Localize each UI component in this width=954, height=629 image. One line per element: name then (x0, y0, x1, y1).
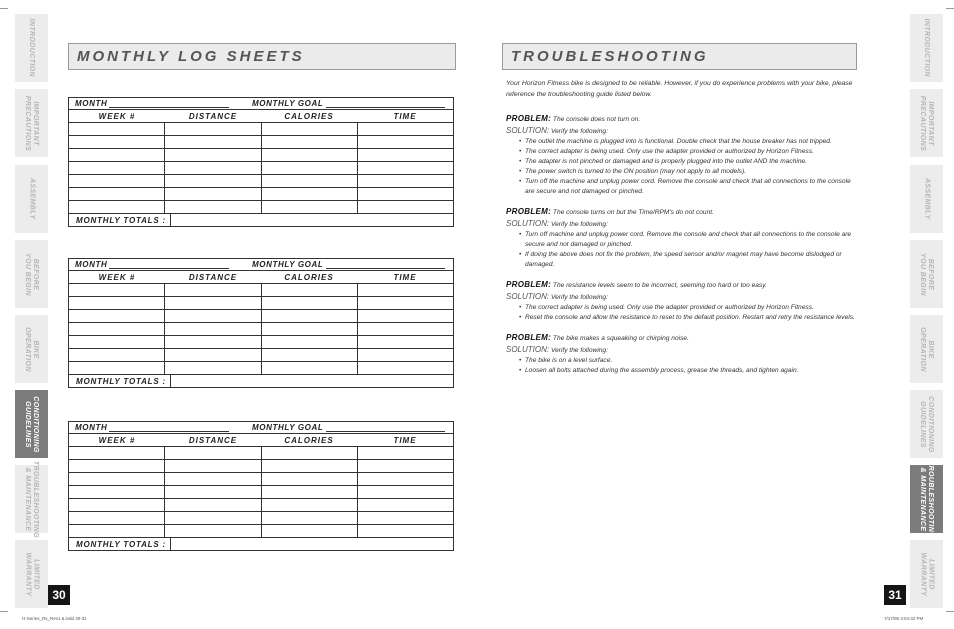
tab-bike-operation[interactable] (15, 315, 48, 383)
column-header: CALORIES (284, 272, 334, 282)
log-column-headers (69, 271, 453, 284)
tab-label: IMPORTANT PRECAUTIONS (919, 95, 935, 151)
log-row[interactable] (69, 499, 453, 512)
solution-text: Verify the following: (550, 221, 608, 228)
log-header (69, 259, 453, 271)
footer-file-name: H-Series_Rx_Rev1.6.indd 30-31 (22, 616, 87, 621)
tab-assembly[interactable] (15, 165, 48, 233)
page-title-box (68, 43, 456, 70)
tab-label: IMPORTANT PRECAUTIONS (24, 95, 40, 151)
problem-line (506, 207, 858, 218)
list-item: • Reset the console and allow the resistance to reset to the default position. Restart and retry the resistance levels. (519, 313, 858, 323)
page-number: 31 (884, 585, 906, 605)
page-title: MONTHLY LOG SHEETS (77, 48, 305, 65)
solution-list (506, 303, 858, 323)
log-row[interactable] (69, 336, 453, 349)
solution-line (506, 126, 858, 137)
list-item: • Loosen all bolts attached during the assembly process, grease the threads, and tighten again. (519, 366, 858, 376)
tab-limited-warranty[interactable] (15, 540, 48, 608)
log-row[interactable] (69, 149, 453, 162)
column-header: WEEK # (98, 111, 136, 121)
log-row[interactable] (69, 201, 453, 214)
goal-field[interactable] (326, 268, 445, 269)
tab-label: TROUBLESHOOTING & MAINTENANCE (919, 460, 935, 538)
log-header (69, 98, 453, 110)
goal-field[interactable] (326, 107, 445, 108)
problem-text: The console does not turn on. (552, 116, 641, 123)
tab-label: INTRODUCTION (923, 18, 931, 78)
solution-label: SOLUTION: (506, 292, 550, 301)
month-label: MONTH (75, 260, 108, 269)
totals-field[interactable] (171, 538, 453, 550)
problem-text: The console turns on but the Time/RPM's do not count. (552, 209, 714, 216)
totals-row (69, 375, 453, 387)
problem-label: PROBLEM: (506, 280, 552, 289)
crop-mark (0, 8, 8, 9)
month-field[interactable] (109, 268, 229, 269)
problem-line (506, 333, 858, 344)
totals-row (69, 538, 453, 550)
monthly-log-table (68, 258, 454, 388)
problem-block (506, 114, 858, 197)
tab-important-precautions[interactable] (15, 89, 48, 157)
log-row[interactable] (69, 486, 453, 499)
column-header: TIME (393, 111, 417, 121)
tab-before-you-begin[interactable] (910, 240, 943, 308)
column-header: WEEK # (98, 272, 136, 282)
tab-bike-operation[interactable] (910, 315, 943, 383)
tab-label: TROUBLESHOOTING & MAINTENANCE (24, 460, 40, 538)
log-column-headers (69, 110, 453, 123)
log-row[interactable] (69, 136, 453, 149)
goal-label: MONTHLY GOAL (252, 423, 324, 432)
goal-label: MONTHLY GOAL (252, 99, 324, 108)
list-item: • Turn off the machine and unplug power cord. Remove the console and check that all connections to the console are secure and not damaged or pinched. (519, 177, 858, 197)
totals-label: MONTHLY TOTALS : (69, 214, 171, 226)
log-row[interactable] (69, 362, 453, 375)
solution-text: Verify the following: (550, 128, 608, 135)
crop-mark (946, 611, 954, 612)
log-row[interactable] (69, 323, 453, 336)
troubleshooting-section (506, 79, 858, 386)
totals-label: MONTHLY TOTALS : (69, 375, 171, 387)
problem-line (506, 280, 858, 291)
month-label: MONTH (75, 99, 108, 108)
crop-mark (0, 611, 8, 612)
problem-block (506, 333, 858, 376)
log-row[interactable] (69, 525, 453, 538)
column-header: TIME (393, 435, 417, 445)
problem-label: PROBLEM: (506, 207, 552, 216)
problem-block (506, 207, 858, 270)
tab-introduction[interactable] (910, 14, 943, 82)
solution-label: SOLUTION: (506, 219, 550, 228)
log-row[interactable] (69, 447, 453, 460)
tab-before-you-begin[interactable] (15, 240, 48, 308)
tab-troubleshooting-maintenance[interactable] (15, 460, 48, 538)
problem-line (506, 114, 858, 125)
column-header: CALORIES (284, 435, 334, 445)
totals-field[interactable] (171, 375, 453, 387)
goal-label: MONTHLY GOAL (252, 260, 324, 269)
log-row[interactable] (69, 188, 453, 201)
totals-label: MONTHLY TOTALS : (69, 538, 171, 550)
log-row[interactable] (69, 162, 453, 175)
tab-label: ASSEMBLY (923, 178, 931, 220)
list-item: • The adapter is not pinched or damaged and is properly plugged into the outlet AND the machine. (519, 157, 858, 167)
list-item: • The bike is on a level surface. (519, 356, 858, 366)
solution-list (506, 356, 858, 376)
column-header: DISTANCE (188, 435, 238, 445)
problem-block (506, 280, 858, 323)
tab-conditioning-guidelines[interactable] (910, 390, 943, 458)
log-column-headers (69, 434, 453, 447)
column-header: TIME (393, 272, 417, 282)
page-title-box (502, 43, 857, 70)
solution-line (506, 219, 858, 230)
tab-troubleshooting-maintenance[interactable] (910, 460, 943, 538)
log-row[interactable] (69, 297, 453, 310)
log-row[interactable] (69, 310, 453, 323)
tab-limited-warranty[interactable] (910, 540, 943, 608)
tab-introduction[interactable] (15, 14, 48, 82)
list-item: • The correct adapter is being used. Only use the adapter provided or authorized by Horizon Fitness. (519, 303, 858, 313)
month-field[interactable] (109, 431, 229, 432)
list-item: • Turn off machine and unplug power cord. Remove the console and check that all connections to the console are secure and not damaged or pinched. (519, 230, 858, 250)
tab-label: INTRODUCTION (28, 18, 36, 78)
log-row[interactable] (69, 284, 453, 297)
page-title: TROUBLESHOOTING (511, 48, 709, 65)
problem-text: The bike makes a squeaking or chirping noise. (552, 335, 689, 342)
list-item: • The power switch is turned to the ON position (may not apply to all models). (519, 167, 858, 177)
tab-important-precautions[interactable] (910, 89, 943, 157)
solution-list (506, 137, 858, 197)
list-item: • The outlet the machine is plugged into is functional. Double check that the house breaker has not tripped. (519, 137, 858, 147)
tab-label: LIMITED WARRANTY (919, 552, 934, 596)
tab-label: CONDITIONING GUIDELINES (24, 395, 39, 453)
totals-field[interactable] (171, 214, 453, 226)
log-row[interactable] (69, 175, 453, 188)
log-row[interactable] (69, 349, 453, 362)
footer-timestamp: 7/17/08 3:04:32 PM (884, 616, 924, 621)
tab-label: BEFORE YOU BEGIN (919, 252, 935, 296)
goal-field[interactable] (326, 431, 445, 432)
log-row[interactable] (69, 473, 453, 486)
page-number: 30 (48, 585, 70, 605)
month-label: MONTH (75, 423, 108, 432)
solution-label: SOLUTION: (506, 126, 550, 135)
log-row[interactable] (69, 512, 453, 525)
list-item: • The correct adapter is being used. Only use the adapter provided or authorized by Horizon Fitness. (519, 147, 858, 157)
solution-list (506, 230, 858, 270)
log-header (69, 422, 453, 434)
tab-conditioning-guidelines[interactable] (15, 390, 48, 458)
solution-label: SOLUTION: (506, 345, 550, 354)
crop-mark (946, 8, 954, 9)
list-item: • If doing the above does not fix the problem, the speed sensor and/or magnet may have become dislodged or damaged. (519, 250, 858, 270)
tab-label: ASSEMBLY (28, 178, 36, 220)
column-header: DISTANCE (188, 272, 238, 282)
log-row[interactable] (69, 460, 453, 473)
tab-label: LIMITED WARRANTY (24, 552, 39, 596)
tab-label: BEFORE YOU BEGIN (24, 252, 40, 296)
intro-paragraph: Your Horizon Fitness bike is designed to be reliable. However, if you do experience problems with your bike, please reference the troubleshooting guide listed below. (506, 80, 853, 98)
column-header: DISTANCE (188, 111, 238, 121)
tab-assembly[interactable] (910, 165, 943, 233)
month-field[interactable] (109, 107, 229, 108)
solution-text: Verify the following: (550, 347, 608, 354)
tab-label: CONDITIONING GUIDELINES (919, 395, 934, 453)
problem-text: The resistance levels seem to be incorrect, seeming too hard or too easy. (552, 282, 767, 289)
totals-row (69, 214, 453, 226)
column-header: CALORIES (284, 111, 334, 121)
monthly-log-table (68, 421, 454, 551)
tab-label: BIKE OPERATION (24, 326, 40, 372)
solution-line (506, 345, 858, 356)
column-header: WEEK # (98, 435, 136, 445)
tab-label: BIKE OPERATION (919, 326, 935, 372)
solution-line (506, 292, 858, 303)
problem-label: PROBLEM: (506, 114, 552, 123)
log-row[interactable] (69, 123, 453, 136)
monthly-log-table (68, 97, 454, 227)
solution-text: Verify the following: (550, 294, 608, 301)
problem-label: PROBLEM: (506, 333, 552, 342)
